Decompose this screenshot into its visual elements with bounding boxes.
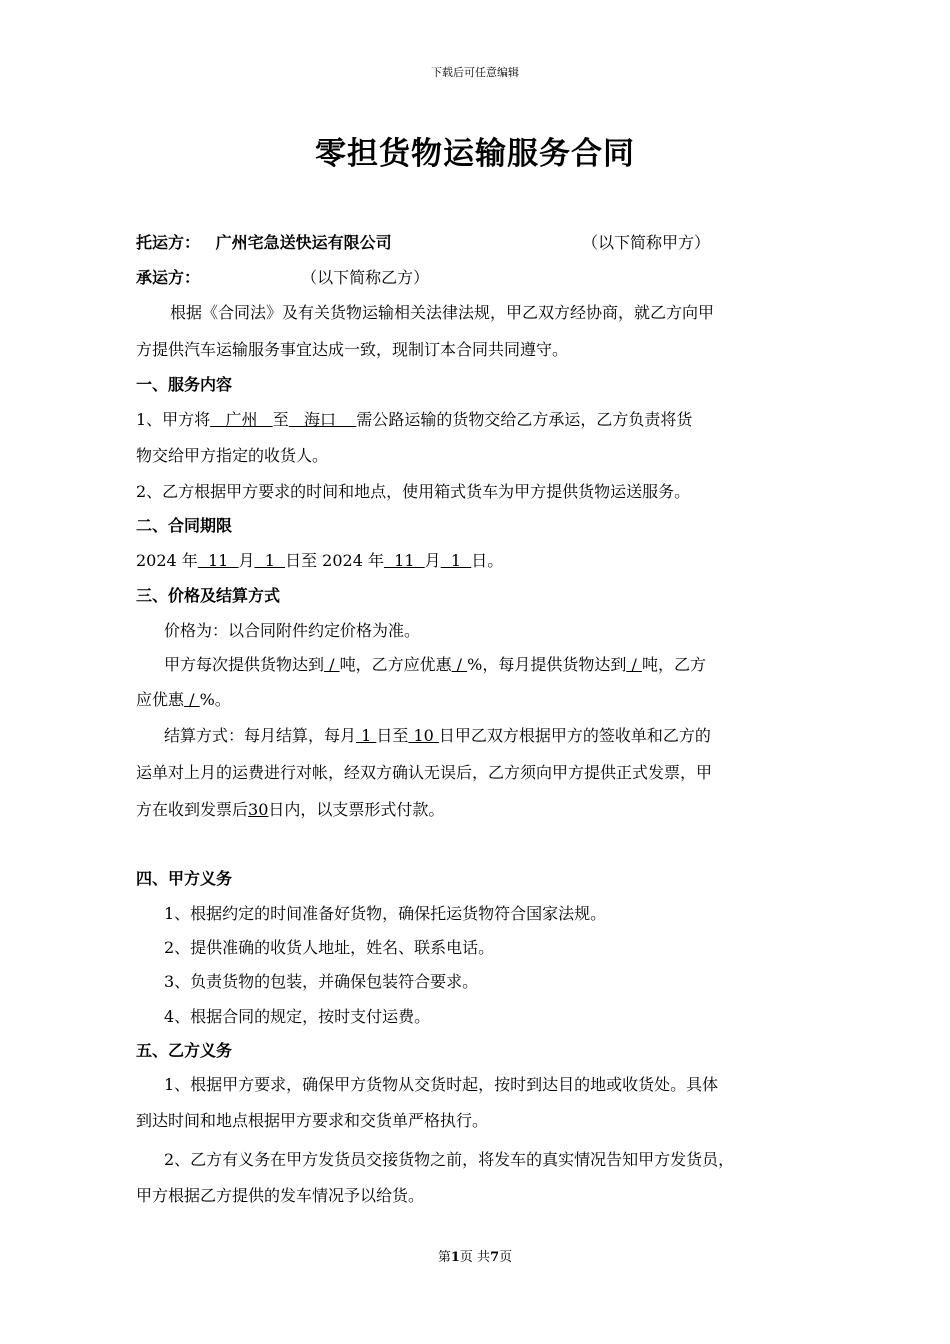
header-note: 下载后可任意编辑 [431, 66, 519, 79]
section5-item2-line2: 甲方根据乙方提供的发车情况予以给货。 [136, 1186, 425, 1205]
text: 日。 [471, 551, 504, 570]
text: 吨，乙方 [641, 655, 706, 674]
text: 甲方每次提供货物达到 [164, 655, 325, 674]
start-day: 1 [254, 551, 286, 570]
discount-value: / [451, 655, 468, 674]
text: %，每月提供货物达到 [467, 655, 627, 674]
settlement-line-2: 运单对上月的运费进行对帐，经双方确认无误后，乙方须向甲方提供正式发票，甲 [136, 763, 713, 782]
text: 日内，以支票形式付款。 [268, 800, 445, 819]
list-item: 4、根据合同的规定，按时支付运费。 [164, 1007, 431, 1026]
text: 页 共 [459, 1250, 491, 1265]
text: 应优惠 [136, 690, 185, 709]
text: 月 [424, 551, 441, 570]
discount-line-1 [164, 655, 864, 675]
intro-line-1: 根据《合同法》及有关货物运输相关法律法规，甲乙双方经协商，就乙方向甲 [170, 303, 715, 322]
section1-item1-cont: 物交给甲方指定的收货人。 [136, 446, 329, 465]
origin-city: 广州 [210, 410, 273, 429]
list-item: 3、负责货物的包装，并确保包装符合要求。 [164, 972, 479, 991]
text: %。 [199, 690, 231, 709]
payment-days: 30 [248, 800, 269, 819]
intro-line-2: 方提供汽车运输服务事宜达成一致，现制订本合同共同遵守。 [136, 340, 569, 359]
text: 第 [437, 1250, 451, 1265]
settlement-line-1 [164, 726, 864, 746]
discount-line-2 [136, 690, 836, 710]
consignor-alias: （以下简称甲方） [582, 233, 711, 252]
destination-city: 海口 [288, 410, 357, 429]
text: 月 [238, 551, 255, 570]
price-line: 价格为：以合同附件约定价格为准。 [164, 621, 421, 640]
text: 至 [272, 410, 289, 429]
contract-period [136, 551, 836, 571]
settle-end-day: 10 [408, 726, 439, 745]
section5-heading: 五、乙方义务 [136, 1041, 233, 1060]
carrier-alias: （以下简称乙方） [301, 268, 430, 287]
text: 页 [499, 1250, 513, 1265]
section5-item1-line2: 到达时间和地点根据甲方要求和交货单严格执行。 [136, 1111, 489, 1130]
text: 结算方式：每月结算，每月 [164, 726, 357, 745]
carrier-label: 承运方： [136, 268, 201, 287]
text: 1、甲方将 [136, 410, 211, 429]
discount-value: / [324, 655, 340, 674]
end-day: 1 [440, 551, 472, 570]
page-footer [0, 1246, 950, 1265]
consignor-name: 广州宅急送快运有限公司 [215, 233, 392, 252]
carrier-line [136, 268, 836, 288]
discount-value: / [184, 690, 200, 709]
end-month: 11 [383, 551, 425, 570]
text: 方在收到发票后 [136, 800, 249, 819]
page-total: 7 [490, 1250, 500, 1265]
section1-item1 [136, 410, 836, 430]
text: 2024 年 [136, 551, 198, 570]
text: 需公路运输的货物交给乙方承运，乙方负责将货 [356, 410, 693, 429]
page-number: 1 [450, 1250, 460, 1265]
section4-heading: 四、甲方义务 [136, 869, 233, 888]
text: 吨，乙方应优惠 [339, 655, 452, 674]
settlement-line-3 [136, 800, 836, 820]
text: 日至 2024 年 [285, 551, 384, 570]
text: 日甲乙双方根据甲方的签收单和乙方的 [438, 726, 711, 745]
section5-item2-line1: 2、乙方有义务在甲方发货员交接货物之前，将发车的真实情况告知甲方发货员， [164, 1150, 735, 1169]
section3-heading: 三、价格及结算方式 [136, 586, 281, 605]
section2-heading: 二、合同期限 [136, 516, 233, 535]
section1-item2: 2、乙方根据甲方要求的时间和地点，使用箱式货车为甲方提供货物运送服务。 [136, 482, 691, 501]
document-title: 零担货物运输服务合同 [315, 136, 635, 172]
list-item: 1、根据约定的时间准备好货物，确保托运货物符合国家法规。 [164, 904, 607, 923]
start-month: 11 [197, 551, 239, 570]
section1-heading: 一、服务内容 [136, 375, 233, 394]
consignor-label: 托运方： [136, 233, 201, 252]
text: 日至 [376, 726, 409, 745]
settle-start-day: 1 [356, 726, 377, 745]
section5-item1-line1: 1、根据甲方要求，确保甲方货物从交货时起，按时到达目的地或收货处。具体 [164, 1075, 719, 1094]
discount-value: / [626, 655, 642, 674]
list-item: 2、提供准确的收货人地址，姓名、联系电话。 [164, 938, 495, 957]
